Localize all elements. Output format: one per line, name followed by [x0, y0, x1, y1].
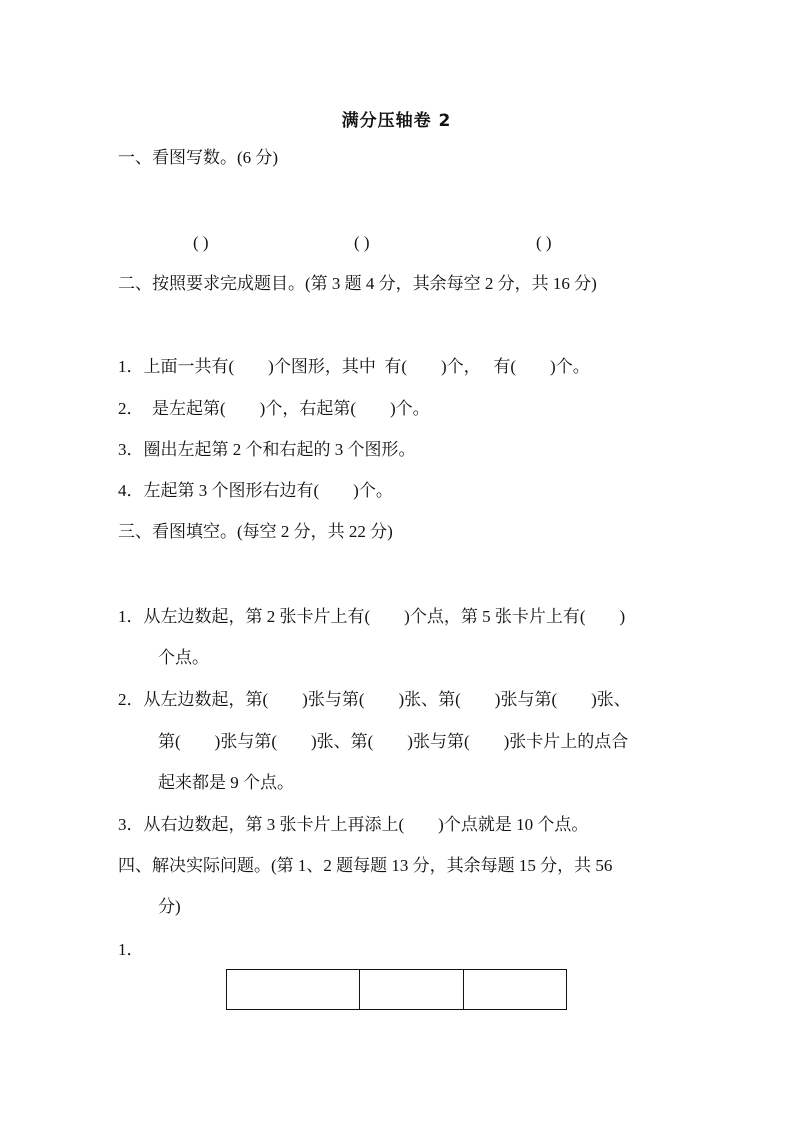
table-cell-3[interactable]	[464, 970, 566, 1009]
answer-table	[226, 969, 567, 1010]
table-cell-2[interactable]	[360, 970, 464, 1009]
answer-blank-1[interactable]: ( )	[193, 233, 209, 252]
section2-question-1: 1．上面一共有( )个图形，其中 有( )个， 有( )个。	[118, 357, 590, 376]
section3-question-1-line2: 个点。	[158, 648, 209, 667]
section3-heading: 三、看图填空。(每空 2 分，共 22 分)	[118, 522, 393, 541]
section2-question-4: 4．左起第 3 个图形右边有( )个。	[118, 481, 393, 500]
section3-question-2-line1: 2．从左边数起，第( )张与第( )张、第( )张与第( )张、	[118, 690, 631, 709]
section2-question-2: 2． 是左起第( )个，右起第( )个。	[118, 399, 430, 418]
section2-question-3: 3．圈出左起第 2 个和右起的 3 个图形。	[118, 440, 416, 459]
section2-heading: 二、按照要求完成题目。(第 3 题 4 分，其余每空 2 分，共 16 分)	[118, 274, 597, 293]
section4-question-1-label: 1．	[118, 940, 144, 959]
section1-heading: 一、看图写数。(6 分)	[118, 148, 279, 167]
section3-question-1-line1: 1．从左边数起，第 2 张卡片上有( )个点，第 5 张卡片上有( )	[118, 607, 626, 626]
table-cell-1[interactable]	[227, 970, 360, 1009]
section4-heading-line1: 四、解决实际问题。(第 1、2 题每题 13 分，其余每题 15 分，共 56	[118, 856, 613, 875]
section3-question-3: 3．从右边数起，第 3 张卡片上再添上( )个点就是 10 个点。	[118, 815, 589, 834]
section4-heading-line2: 分)	[158, 897, 181, 916]
section3-question-2-line3: 起来都是 9 个点。	[158, 773, 294, 792]
answer-blank-2[interactable]: ( )	[354, 233, 370, 252]
section3-question-2-line2: 第( )张与第( )张、第( )张与第( )张卡片上的点合	[158, 732, 629, 751]
answer-blank-3[interactable]: ( )	[536, 233, 552, 252]
page-title: 满分压轴卷 2	[341, 111, 452, 131]
